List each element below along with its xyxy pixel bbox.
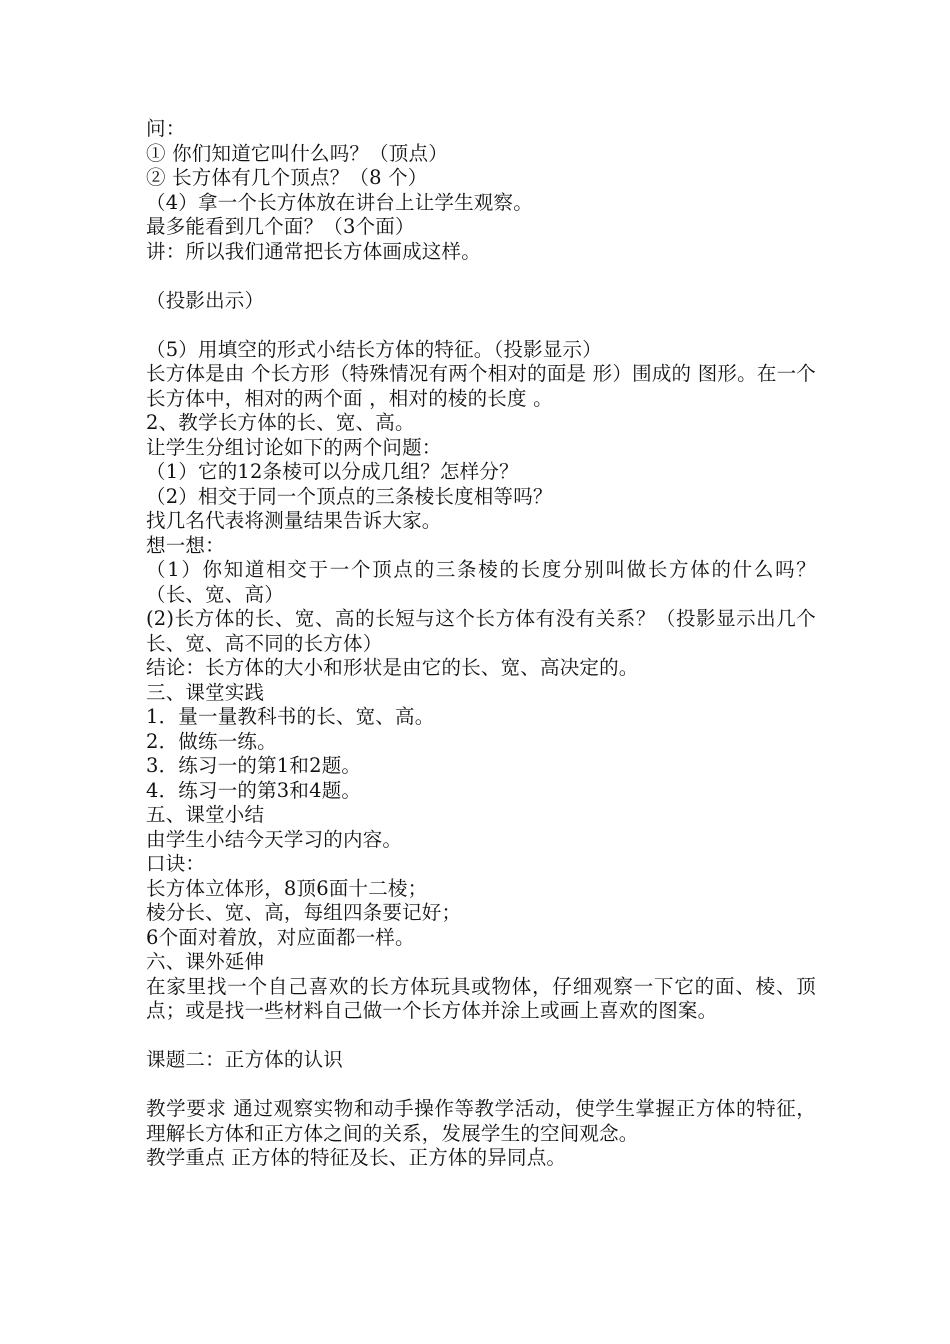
step-4: （4）拿一个长方体放在讲台上让学生观察。: [146, 190, 533, 214]
think-heading: 想一想：: [146, 533, 225, 557]
section-3-heading: 三、课堂实践: [146, 680, 265, 704]
faces-visible: 最多能看到几个面？（3个面）: [146, 215, 415, 238]
practice-item-1: 1．量一量教科书的长、宽、高。: [146, 705, 435, 728]
practice-item-4: 4．练习一的第3和4题。: [146, 778, 362, 802]
blank-line: [146, 1073, 816, 1098]
conclusion: 结论：长方体的大小和形状是由它的长、宽、高决定的。: [146, 656, 639, 679]
blank-line: [146, 313, 816, 338]
blank-line: [146, 1024, 816, 1049]
projection-note: （投影出示）: [146, 288, 265, 312]
group-discussion: 让学生分组讨论如下的两个问题：: [146, 435, 442, 459]
section-2-heading: 2、教学长方体的长、宽、高。: [146, 411, 415, 434]
teaching-focus: 教学重点 正方体的特征及长、正方体的异同点。: [146, 1146, 567, 1169]
section-5-heading: 五、课堂小结: [146, 803, 265, 826]
fill-blank-summary: 长方体是由 个长方形（特殊情况有两个相对的面是 形）围成的 图形。在一个长方体中，相对的两个面 ，相对的棱的长度 。: [146, 362, 816, 410]
think-question-1: （1）你知道相交于一个顶点的三条棱的长度分别叫做长方体的什么吗？（长、宽、高）: [146, 558, 816, 606]
think-question-2: (2)长方体的长、宽、高的长短与这个长方体有没有关系？（投影显示出几个长、宽、高不同的长方体）: [146, 607, 816, 655]
section-6-heading: 六、课外延伸: [146, 950, 265, 973]
teaching-requirements: 教学要求 通过观察实物和动手操作等教学活动，使学生掌握正方体的特征，理解长方体和正方体之间的关系，发展学生的空间观念。: [146, 1097, 816, 1145]
discussion-question-2: （2）相交于同一个顶点的三条棱长度相等吗？: [146, 484, 553, 508]
paragraph-ask: 问：: [146, 117, 186, 140]
practice-item-2: 2．做练一练。: [146, 729, 277, 753]
rhyme-line-2: 棱分长、宽、高，每组四条要记好；: [146, 901, 462, 924]
practice-item-3: 3．练习一的第1和2题。: [146, 754, 362, 777]
discussion-question-1: （1）它的12条棱可以分成几组？怎样分？: [146, 460, 519, 483]
rhyme-heading: 口诀：: [146, 852, 206, 875]
extension-activity: 在家里找一个自己喜欢的长方体玩具或物体，仔细观察一下它的面、棱、顶点；或是找一些材料自己做一个长方体并涂上或画上喜欢的图案。: [146, 974, 816, 1022]
document-body: [146, 117, 816, 1171]
rhyme-line-3: 6个面对着放，对应面都一样。: [146, 925, 415, 949]
report-results: 找几名代表将测量结果告诉大家。: [146, 509, 442, 532]
question-2: ② 长方体有几个顶点？（8 个）: [146, 166, 428, 189]
student-summary: 由学生小结今天学习的内容。: [146, 827, 403, 851]
blank-line: [146, 264, 816, 289]
explain-drawing: 讲：所以我们通常把长方体画成这样。: [146, 239, 481, 263]
rhyme-line-1: 长方体立体形，8顶6面十二棱；: [146, 876, 428, 900]
question-1: ① 你们知道它叫什么吗？（顶点）: [146, 141, 448, 165]
lesson-2-title: 课题二：正方体的认识: [146, 1048, 344, 1071]
step-5: （5）用填空的形式小结长方体的特征。（投影显示）: [146, 337, 602, 361]
